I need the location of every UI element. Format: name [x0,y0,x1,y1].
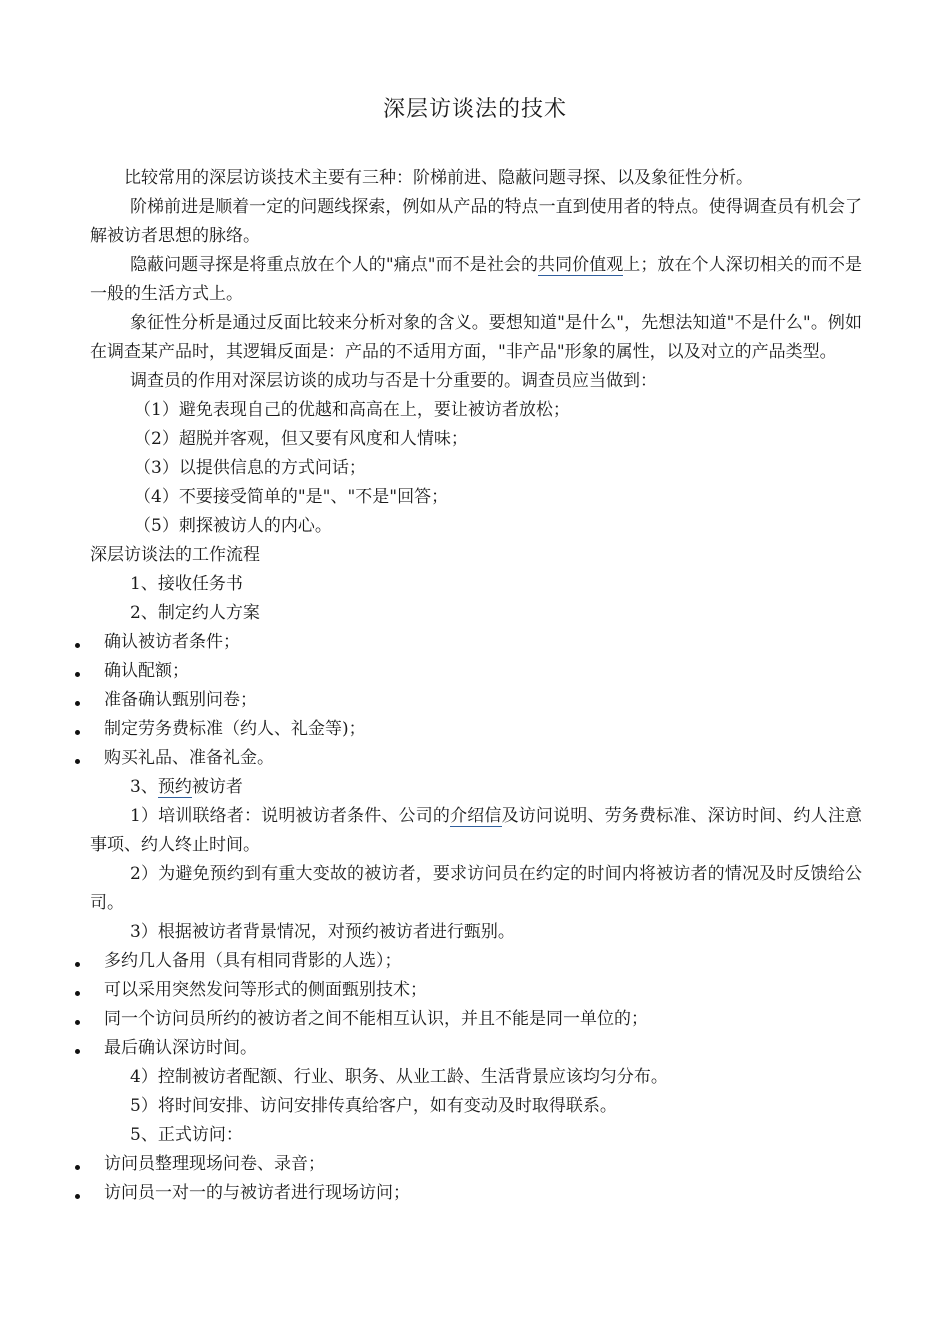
bullet-item: 制定劳务费标准（约人、礼金等)； [90,715,862,744]
paragraph-symbolic-analysis: 象征性分析是通过反面比较来分析对象的含义。要想知道"是什么"，先想法知道"不是什么"。例如在调查某产品时，其逻辑反面是：产品的不适用方面，"非产品"形象的属性，以及对立的产品类型。 [90,313,862,362]
substep-paragraph: 3）根据被访者背景情况，对预约被访者进行甄别。 [130,922,515,942]
paragraph-laddering: 阶梯前进是顺着一定的问题线探索，例如从产品的特点一直到使用者的特点。使得调查员有机会了解被访者思想的脉络。 [90,197,862,246]
paragraph-interviewer-role: 调查员的作用对深层访谈的成功与否是十分重要的。调查员应当做到： [130,371,657,391]
bullet-item: 可以采用突然发问等形式的侧面甄别技术； [90,976,862,1005]
bullet-item: 购买礼品、准备礼金。 [90,744,862,773]
step-heading: 5、正式访问： [130,1125,243,1145]
step-heading: 1、接收任务书 [130,574,243,594]
step-heading: 2、制定约人方案 [130,603,260,623]
text-span: 及访问说明、劳务费标准、深访时间、约人注意事项、约人终止时间。 [90,806,862,855]
section-heading-workflow: 深层访谈法的工作流程 [90,545,260,565]
bullet-item: 准备确认甄别问卷； [90,686,862,715]
bullet-item: 最后确认深访时间。 [90,1034,862,1063]
paragraph-overview: 比较常用的深层访谈技术主要有三种：阶梯前进、隐蔽问题寻探、以及象征性分析。 [124,168,753,188]
bullet-item: 确认被访者条件； [90,628,862,657]
paragraph-hidden-issue [90,251,862,309]
bullet-item: 多约几人备用（具有相同背影的人选）； [90,947,862,976]
list-item: （4）不要接受简单的"是"、"不是"回答； [134,487,449,507]
link-shared-values[interactable]: 共同价值观 [538,255,624,275]
link-appointment[interactable]: 预约 [157,777,192,797]
substep-paragraph: 2）为避免预约到有重大变故的被访者，要求访问员在约定的时间内将被访者的情况及时反馈给公司。 [90,864,862,913]
text-span: 上；放在个人深切相关的而不是一般的生活方式上。 [90,255,863,304]
list-item: （5）刺探被访人的内心。 [134,516,332,536]
list-item: （3）以提供信息的方式问话； [134,458,366,478]
bullet-item: 访问员一对一的与被访者进行现场访问； [90,1179,862,1208]
bullet-item: 同一个访问员所约的被访者之间不能相互认识，并且不能是同一单位的； [90,1005,862,1034]
document-body [90,164,862,1208]
text-span: 3、 [130,777,158,797]
bullet-item: 确认配额； [90,657,862,686]
document-title: 深层访谈法的技术 [382,97,567,122]
link-introduction-letter[interactable]: 介绍信 [450,806,502,826]
substep-paragraph: 5）将时间安排、访问安排传真给客户，如有变动及时取得联系。 [130,1096,617,1116]
text-span: 被访者 [191,777,243,797]
list-item: （2）超脱并客观，但又要有风度和人情味； [134,429,468,449]
substep-paragraph [90,802,862,860]
bullet-item: 访问员整理现场问卷、录音； [90,1150,862,1179]
step-heading [90,773,862,802]
text-span: 1）培训联络者：说明被访者条件、公司的 [130,806,451,826]
list-item: （1）避免表现自己的优越和高高在上，要让被访者放松； [134,400,570,420]
text-span: 隐蔽问题寻探是将重点放在个人的"痛点"而不是社会的 [130,255,539,275]
substep-paragraph: 4）控制被访者配额、行业、职务、从业工龄、生活背景应该均匀分布。 [130,1067,668,1087]
